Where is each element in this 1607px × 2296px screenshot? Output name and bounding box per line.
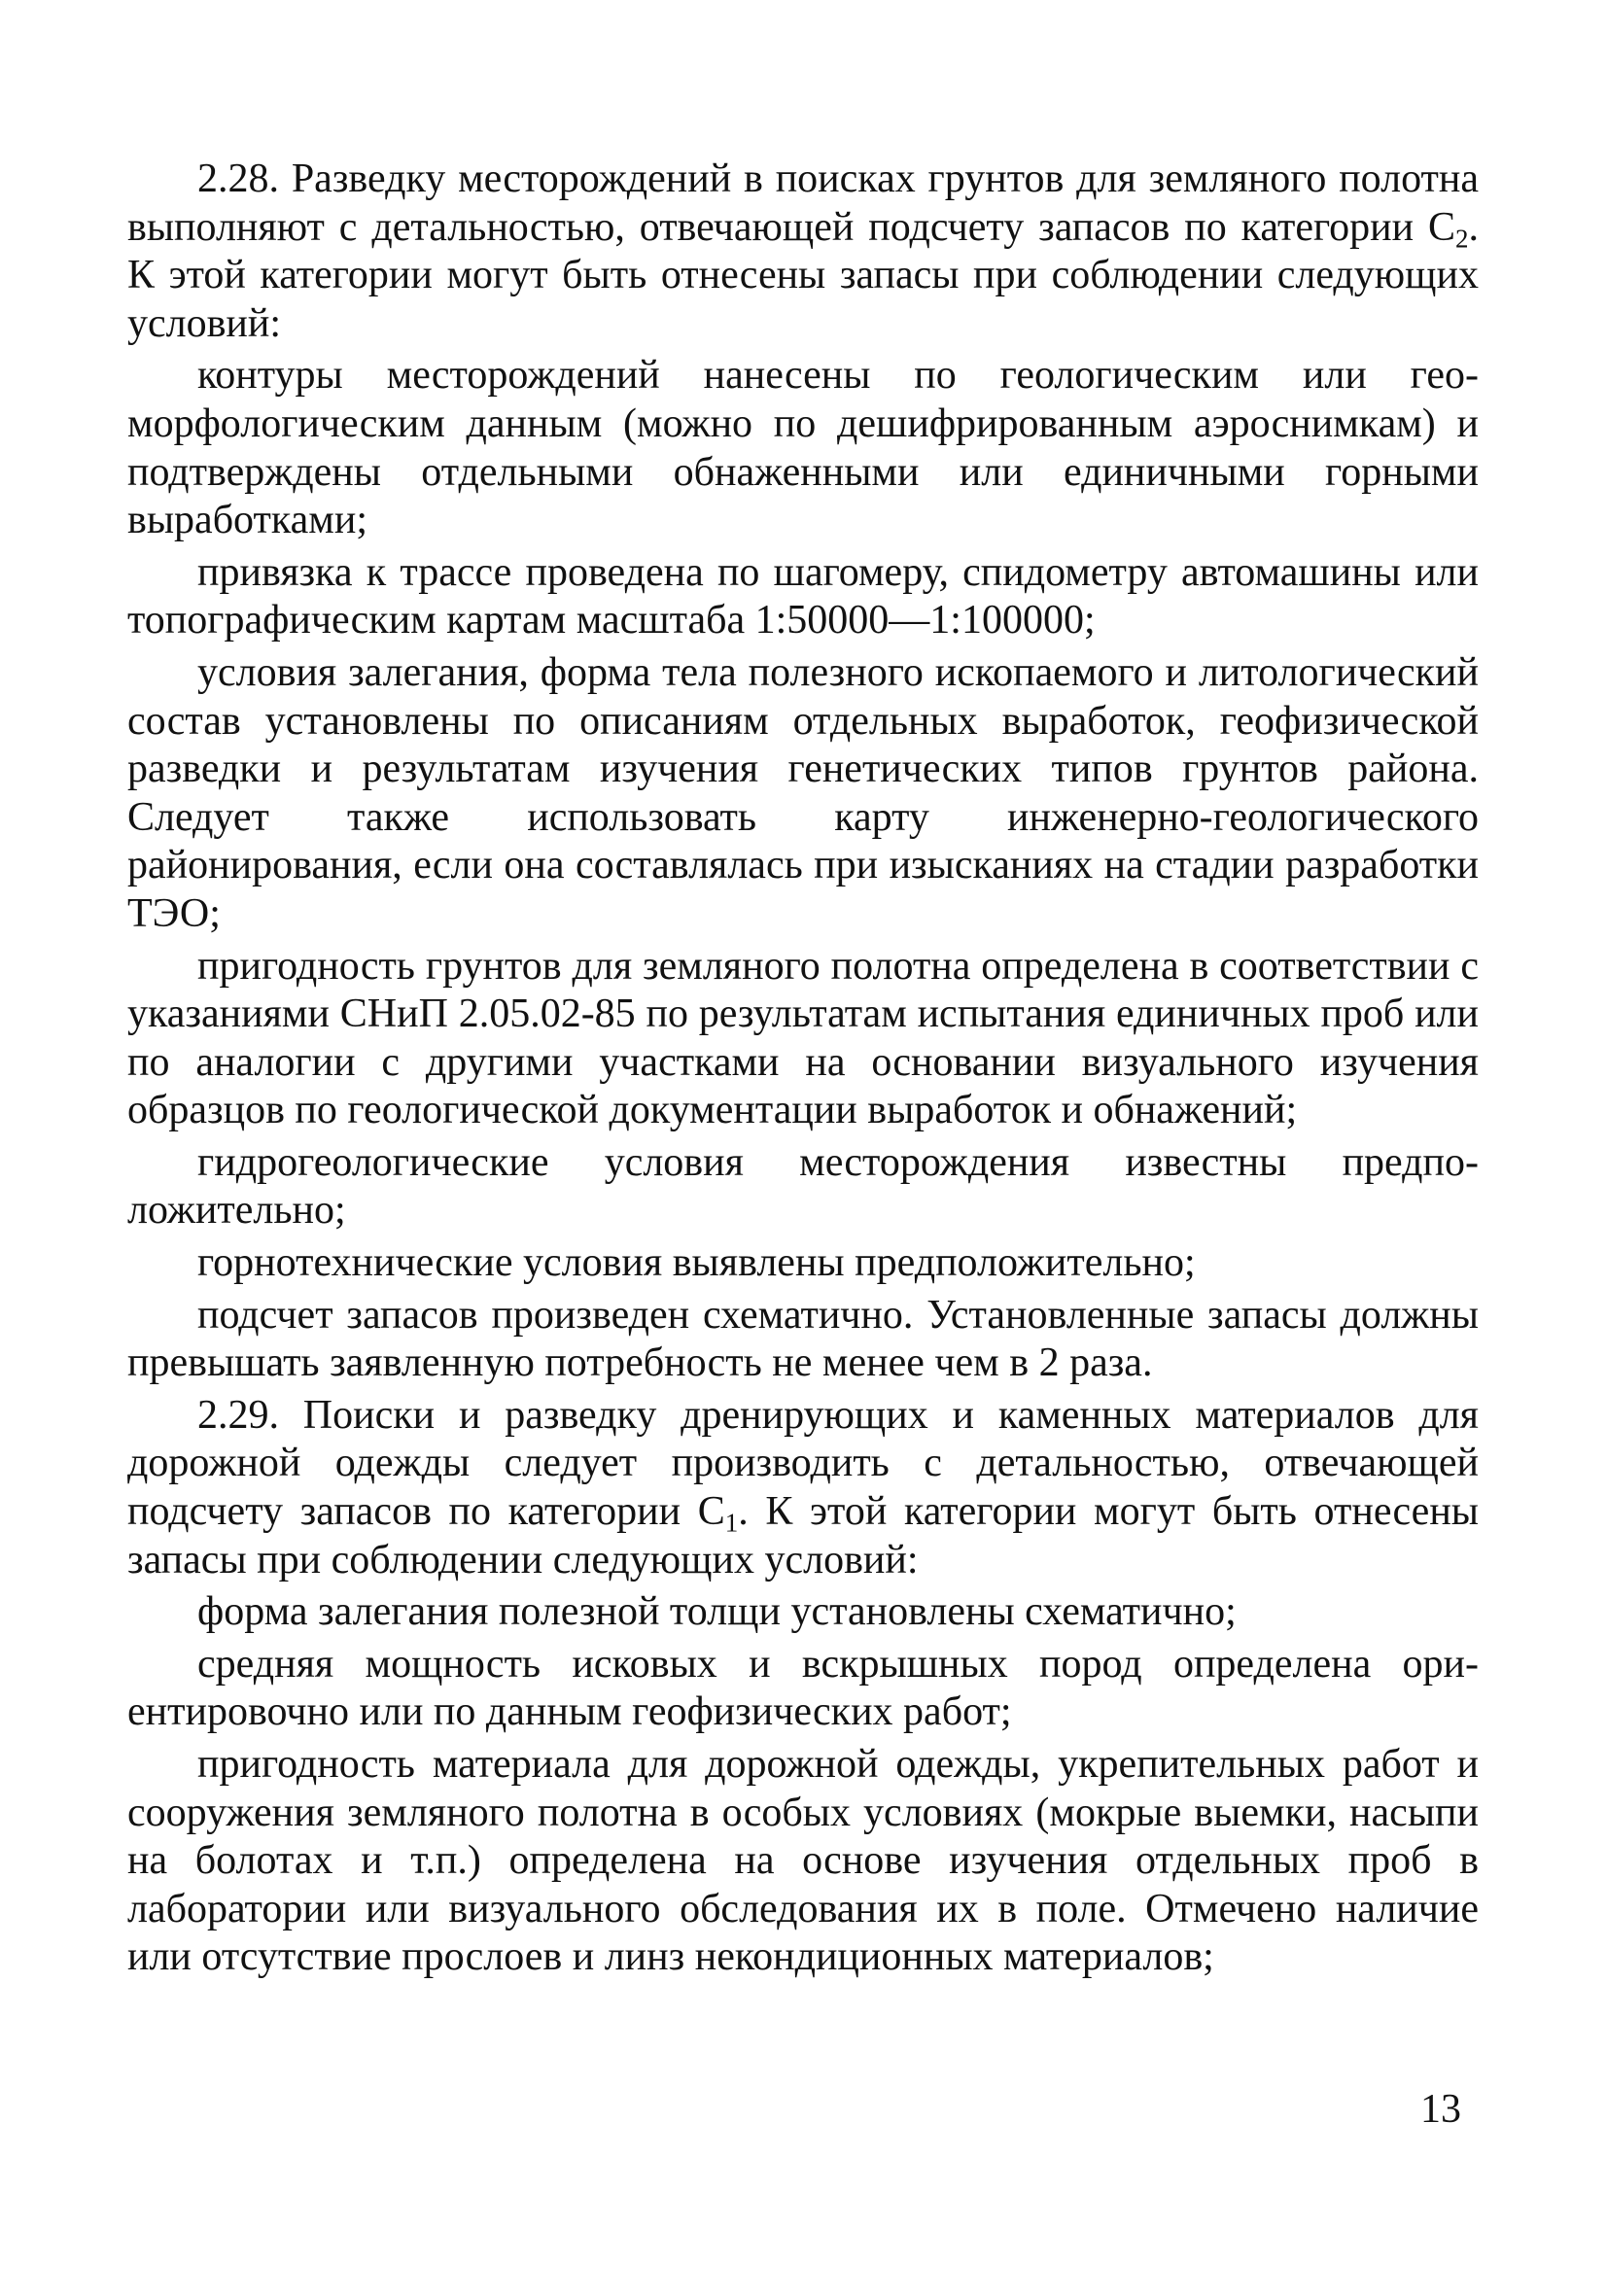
- paragraph-2-28: 2.28. Разведку месторождений в поисках грунтов для земляного полотна выполняют с детальностью, отвечающей подсчету запасов по категории $С_2$. К этой категории могут быть отнесены запасы при соблюдении следующих условий:: [127, 157, 1479, 346]
- paragraph-soil-suitability: пригодность грунтов для земляного полотна определена в соответствии с указаниями СНиП 2.05.02-85 по результатам испытания единичных проб или по аналогии с другими участками на основании визуального изучения образцов по геологической документации выработок и обнажений;: [127, 943, 1479, 1133]
- paragraph-thickness: средняя мощность исковых и вскрышных пород определена ориентировочно или по данным геофизических работ;: [127, 1641, 1479, 1735]
- paragraph-reserves-calculation: подсчет запасов произведен схематично. Установленные запасы должны превышать заявленную потребность не менее чем в 2 раза.: [127, 1292, 1479, 1386]
- paragraph-bedding-form: форма залегания полезной толщи установлены схематично;: [197, 1589, 1237, 1635]
- page-body: [127, 156, 1479, 1986]
- page-number: 13: [1420, 2087, 1461, 2132]
- paragraph-mining-conditions: горнотехнические условия выявлены предположительно;: [197, 1240, 1196, 1286]
- paragraph-route-binding: привязка к трассе проведена по шагомеру, спидометру автомашины или топографическим картам масштаба 1:50000—1:100000;: [127, 549, 1479, 644]
- paragraph-2-29: 2.29. Поиски и разведку дренирующих и каменных материалов для дорожной одежды следует производить с детальностью, отвечающей подсчету запасов по категории $С_1$. К этой категории могут быть отнесены запасы при соблюдении следующих условий:: [127, 1392, 1480, 1583]
- paragraph-hydrogeology: гидрогеологические условия месторождения известны предположительно;: [127, 1139, 1479, 1234]
- subscript-c1: 1: [724, 1508, 739, 1538]
- paragraph-occurrence-conditions: условия залегания, форма тела полезного ископаемого и литологический состав установлены по описаниям отдельных выработок, геофизической разведки и результатам изучения генетических типов грунтов района. Следует также использовать карту инженерно-геологического районирования, если она составлялась при изысканиях на стадии разработки ТЭО;: [127, 649, 1479, 936]
- subscript-c2: 2: [1455, 224, 1469, 254]
- paragraph-contours: контуры месторождений нанесены по геологическим или геоморфологическим данным (можно по дешифрированным аэроснимкам) и подтверждены отдельными обнаженными или единичными горными выработками;: [127, 353, 1479, 543]
- paragraph-material-suitability: пригодность материала для дорожной одежды, укрепительных работ и сооружения земляного полотна в особых условиях (мокрые выемки, насыпи на болотах и т.п.) определена на основе изучения отдельных проб в лаборатории или визуального обследования их в поле. Отмечено наличие или отсутствие прослоев и линз некондиционных материалов;: [127, 1742, 1479, 1980]
